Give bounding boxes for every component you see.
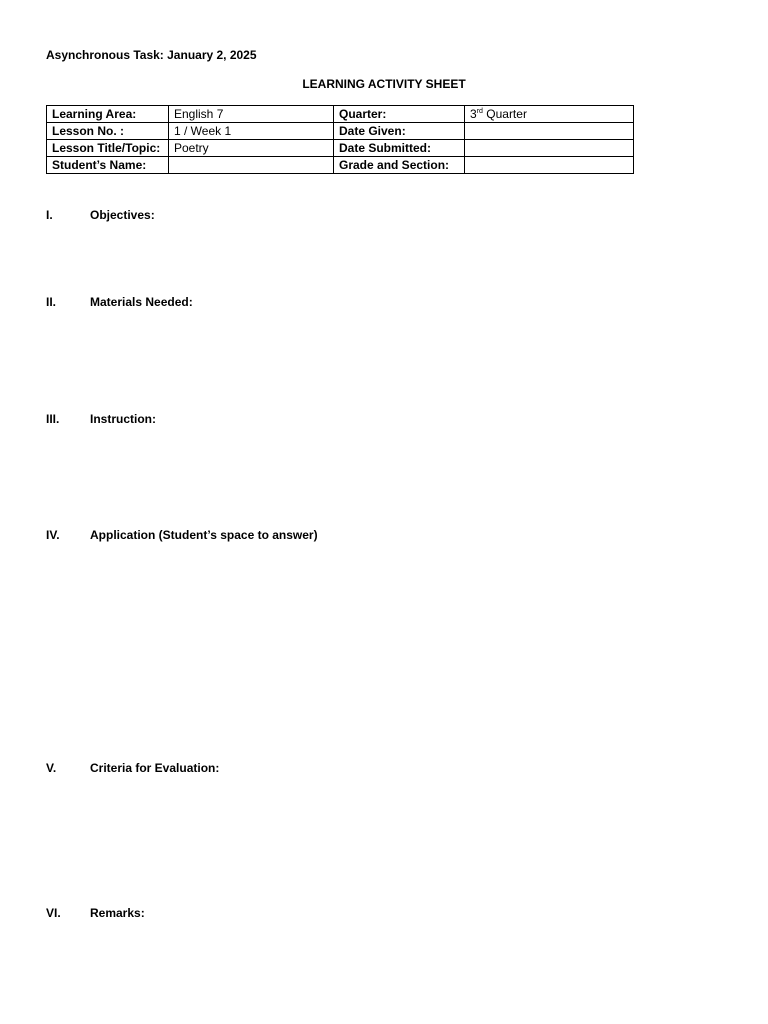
info-table (46, 105, 634, 174)
lesson-no-value: 1 / Week 1 (169, 123, 334, 140)
lesson-no-label: Lesson No. : (47, 123, 169, 140)
section-title: Instruction: (90, 412, 156, 426)
table-row (47, 140, 634, 157)
section-numeral: I. (46, 208, 53, 222)
section-instruction (46, 412, 156, 426)
quarter-ordinal: rd (476, 108, 483, 115)
section-criteria-for-evaluation (46, 761, 219, 775)
section-title: Application (Student’s space to answer) (90, 528, 318, 542)
student-name-value[interactable] (169, 157, 334, 174)
sheet-title: LEARNING ACTIVITY SHEET (302, 77, 466, 91)
table-row (47, 157, 634, 174)
table-row (47, 106, 634, 123)
date-submitted-value[interactable] (465, 140, 634, 157)
quarter-number: 3 (470, 107, 477, 121)
section-numeral: III. (46, 412, 60, 426)
section-numeral: V. (46, 761, 57, 775)
section-application (46, 528, 318, 542)
section-title: Objectives: (90, 208, 155, 222)
date-given-value[interactable] (465, 123, 634, 140)
section-title: Remarks: (90, 906, 145, 920)
task-date-line: Asynchronous Task: January 2, 2025 (46, 48, 257, 62)
student-name-label: Student’s Name: (47, 157, 169, 174)
quarter-value (465, 106, 634, 123)
lesson-title-value: Poetry (169, 140, 334, 157)
section-remarks (46, 906, 145, 920)
quarter-word: Quarter (482, 107, 527, 121)
grade-section-label: Grade and Section: (334, 157, 465, 174)
grade-section-value[interactable] (465, 157, 634, 174)
quarter-label: Quarter: (334, 106, 465, 123)
table-row (47, 123, 634, 140)
section-numeral: VI. (46, 906, 61, 920)
section-title: Criteria for Evaluation: (90, 761, 220, 775)
lesson-title-label: Lesson Title/Topic: (47, 140, 169, 157)
learning-area-value: English 7 (169, 106, 334, 123)
section-numeral: IV. (46, 528, 60, 542)
date-submitted-label: Date Submitted: (334, 140, 465, 157)
date-given-label: Date Given: (334, 123, 465, 140)
section-numeral: II. (46, 295, 57, 309)
section-title: Materials Needed: (90, 295, 193, 309)
section-materials-needed (46, 295, 193, 309)
section-objectives (46, 208, 155, 222)
learning-area-label: Learning Area: (47, 106, 169, 123)
